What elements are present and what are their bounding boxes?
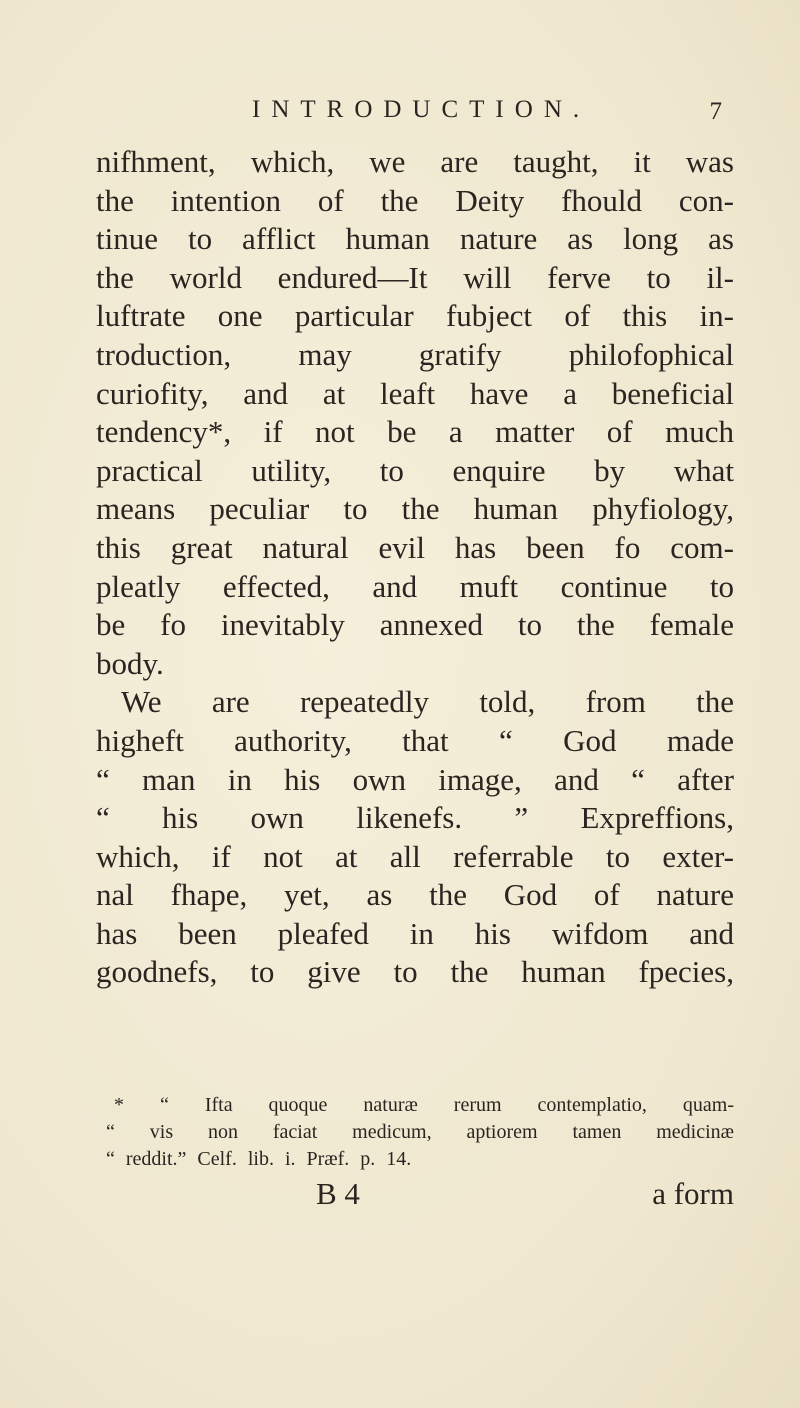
- body-line: higheft authority, that “ God made: [96, 722, 734, 758]
- body-line: the world endured—It will ferve to il-: [96, 259, 734, 295]
- body-line: nal fhape, yet, as the God of nature: [96, 877, 734, 913]
- running-head-title: INTRODUCTION.: [252, 96, 591, 123]
- footnote-line: “ vis non faciat medicum, aptiorem tamen medicinæ: [106, 1121, 734, 1143]
- footnote-line: “ reddit.” Celf. lib. i. Præf. p. 14.: [106, 1148, 412, 1170]
- running-head: [252, 96, 722, 124]
- body-line: “ his own likenefs. ” Expreffions,: [96, 800, 734, 836]
- body-line: the intention of the Deity fhould con-: [96, 182, 734, 218]
- body-line: pleatly effected, and muft continue to: [96, 568, 734, 604]
- body-line: tinue to afflict human nature as long as: [96, 221, 734, 257]
- body-line: be fo inevitably annexed to the female: [96, 607, 734, 643]
- body-line: tendency*, if not be a matter of much: [96, 414, 734, 450]
- body-line: nifhment, which, we are taught, it was: [96, 144, 734, 179]
- body-line: goodnefs, to give to the human fpecies,: [96, 954, 734, 990]
- body-line: curiofity, and at leaft have a beneficial: [96, 375, 734, 411]
- page-foot: [316, 1176, 734, 1212]
- paragraph-start-line: We are repeatedly told, from the: [121, 684, 734, 720]
- body-line: troduction, may gratify philofophical: [96, 336, 734, 372]
- body-text: [96, 143, 734, 992]
- body-line: luftrate one particular fubject of this in-: [96, 298, 734, 334]
- page-number: 7: [709, 98, 722, 125]
- body-line: this great natural evil has been fo com-: [96, 529, 734, 565]
- body-line: which, if not at all referrable to exter-: [96, 838, 734, 874]
- catchword: a form: [652, 1176, 734, 1211]
- footnote-line: * “ Ifta quoque naturæ rerum contemplatio, quam-: [114, 1094, 734, 1116]
- body-line: body.: [96, 645, 164, 681]
- body-line: “ man in his own image, and “ after: [96, 761, 734, 797]
- signature-mark: B 4: [316, 1176, 360, 1211]
- body-line: has been pleafed in his wifdom and: [96, 915, 734, 951]
- body-line: means peculiar to the human phyfiology,: [96, 491, 734, 527]
- body-line: practical utility, to enquire by what: [96, 452, 734, 488]
- footnote: [106, 1092, 734, 1173]
